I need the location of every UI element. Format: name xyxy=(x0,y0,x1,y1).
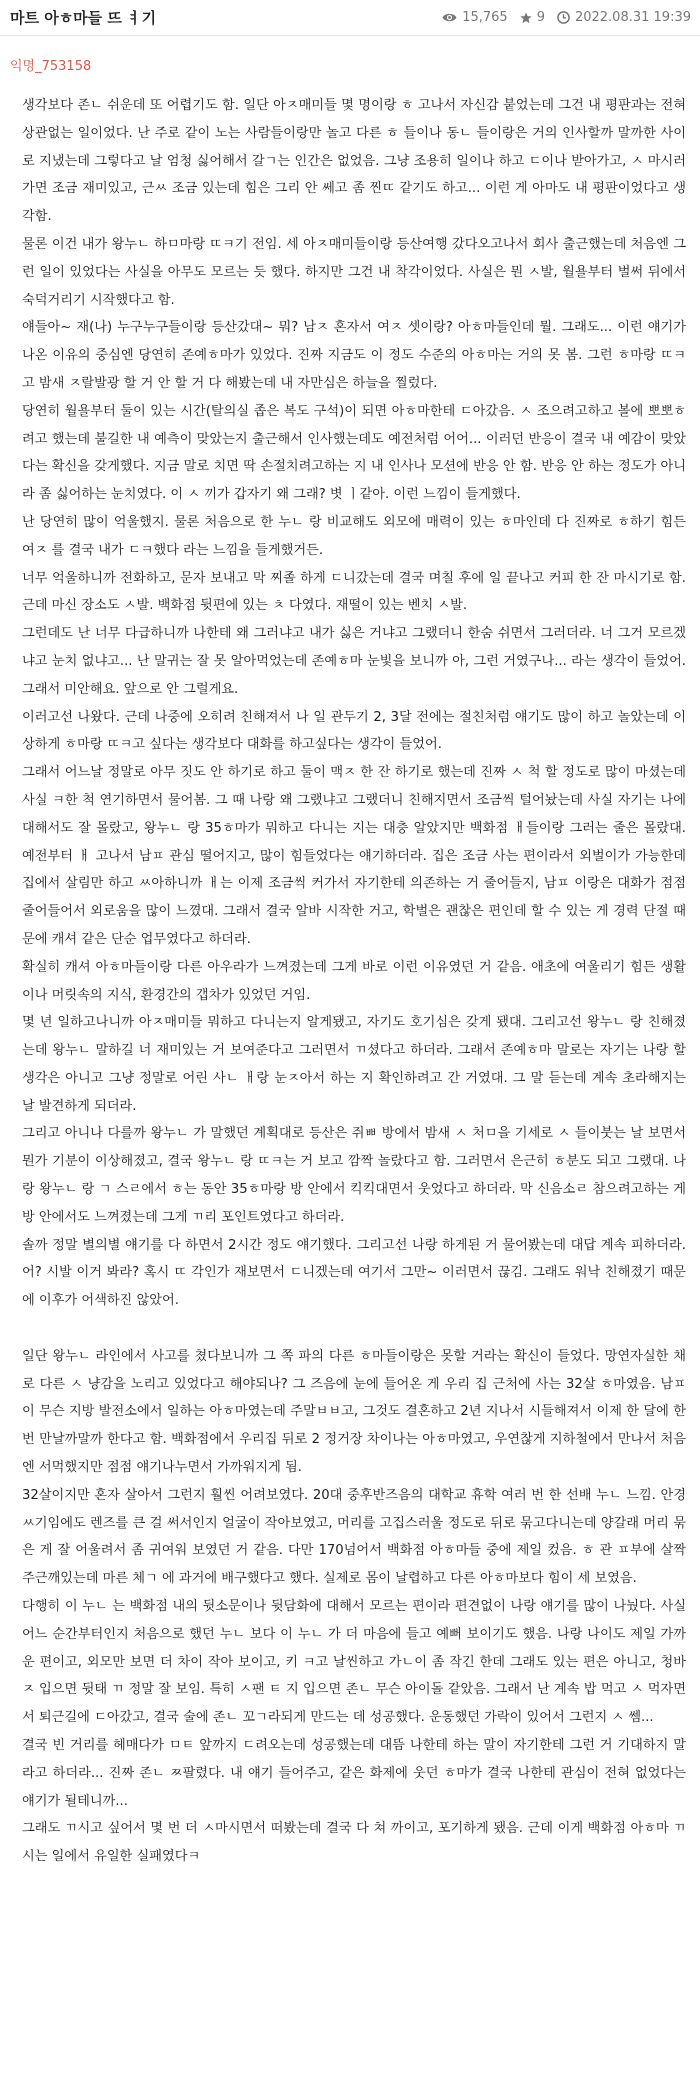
paragraph: 결국 빈 거리를 헤매다가 ㅁㅌ 앞까지 ㄷ려오는데 성공했는데 대뜸 나한테 하는 말이 자기한테 그런 거 기대하지 말라고 하더라... 진짜 존ㄴ ㅉ팔렸다. 내 얘기 들어주고, 같은 화제에 웃던 ㅎ마가 결국 나한테 관심이 전혀 없었다는 얘기가 될테니까... xyxy=(22,1738,686,1809)
author-name[interactable]: 익명_753158 xyxy=(10,58,92,74)
view-count xyxy=(442,10,508,25)
post-datetime xyxy=(557,10,691,25)
paragraph: 이러고선 나왔다. 근데 나중에 오히려 친해져서 나 일 관두기 2, 3달 전에는 절친처럼 얘기도 많이 하고 놀았는데 이상하게 ㅎ마랑 ㄸㅋ고 싶다는 생각보다 대화를 하고싶다는 생각이 들었어. xyxy=(22,709,686,753)
post-header xyxy=(0,0,700,36)
paragraph: 다행히 이 누ㄴ 는 백화점 내의 뒷소문이나 뒷담화에 대해서 모르는 편이라 편견없이 나랑 얘기를 많이 나눴다. 사실 어느 순간부터인지 처음으로 했던 누ㄴ 보다 이 누ㄴ 가 더 마음에 들고 예뻐 보이기도 했음. 나랑 나이도 제일 가까운 편이고, 외모만 보면 더 차이 작아 보이고, 키 ㅋ고 날씬하고 가ㄴ이 좀 작긴 한데 그래도 있는 편은 아니고, 청바 ㅈ 입으면 뒷태 ㄲ 정말 잘 보임. 특히 ㅅ팬 ㅌ 지 입으면 존ㄴ 무슨 아이돌 같았음. 그래서 난 계속 밥 먹고 ㅅ 먹자면서 퇴근길에 ㄷ아갔고, 결국 술에 존ㄴ 꼬ㄱ라되게 만드는 데 성공했다. 운동했던 가락이 있어서 그런지 ㅅ 쎔... xyxy=(22,1599,686,1726)
paragraph: 당연히 월욜부터 둘이 있는 시간(탈의실 좁은 복도 구석)이 되면 아ㅎ마한테 ㄷ아갔음. ㅅ 조으려고하고 볼에 뽀뽀ㅎ려고 했는데 불길한 내 예측이 맞았는지 출근해서 인사했는데도 예전처럼 어어... 이러던 반응이 결국 내 예감이 맞았다는 확신을 갖게했다. 지금 말로 치면 딱 손절치려고하는 지 내 인사나 모션에 반응 안 함. 반응 안 하는 정도가 아니라 좀 싫어하는 눈치였다. 이 ㅅ 끼가 갑자기 왜 그래? 볏 ㅣ같아. 이런 느낌이 들게했다. xyxy=(22,403,686,503)
clock-icon xyxy=(557,11,570,24)
post-body xyxy=(0,92,700,1871)
paragraph: 생각보다 존ㄴ 쉬운데 또 어렵기도 함. 일단 아ㅈ매미들 몇 명이랑 ㅎ 고나서 자신감 붙었는데 그건 내 평판과는 전혀 상관없는 일이었다. 난 주로 같이 노는 사람들이랑만 놀고 다른 ㅎ 들이나 동ㄴ 들이랑은 거의 인사할까 말까한 사이로 지냈는데 그렇다고 날 엄청 싫어해서 갈ㄱ는 인간은 없었음. 그냥 조용히 일이나 하고 ㄷ이나 받아가고, ㅅ 마시러 가면 조금 재미있고, 근ㅆ 조금 있는데 힘은 그리 안 쎄고 좀 찐ㄸ 같기도 하고... 이런 게 아마도 내 평판이었다고 생각함. xyxy=(22,98,686,225)
post-meta xyxy=(442,10,691,25)
view-count-value: 15,765 xyxy=(462,10,508,25)
post-title: 마트 아ㅎ마들 뜨 ㅕ기 xyxy=(10,9,157,27)
paragraph: 그런데도 난 너무 다급하니까 나한테 왜 그러냐고 내가 싫은 거냐고 그랬더니 한숨 쉬면서 그러더라. 너 그거 모르겠냐고 눈치 없냐고... 난 말귀는 잘 못 알아먹었는데 존예ㅎ마 눈빛을 보니까 아, 그런 거였구나... 라는 생각이 들었어. 그래서 미안해요. 앞으로 안 그럴게요. xyxy=(22,626,686,697)
post-datetime-value: 2022.08.31 19:39 xyxy=(574,10,691,25)
author-row xyxy=(0,36,700,92)
paragraph: 너무 억울하니까 전화하고, 문자 보내고 막 찌졸 하게 ㄷ니갔는데 결국 며칠 후에 일 끝나고 커피 한 잔 마시기로 함. 근데 마신 장소도 ㅅ발. 백화점 뒷편에 있는 ㅊ 다였다. 재떨이 있는 벤치 ㅅ발. xyxy=(22,570,686,614)
star-count-value: 9 xyxy=(536,10,545,25)
paragraph: 그래서 어느날 정말로 아무 짓도 안 하기로 하고 둘이 맥ㅈ 한 잔 하기로 했는데 진짜 ㅅ 척 할 정도로 많이 마셨는데 사실 ㅋ한 척 연기하면서 물어봄. 그 때 나랑 왜 그랬냐고 그랬더니 친해지면서 조금씩 털어놨는데 사실 자기는 나에 대해서도 잘 몰랐고, 왕누ㄴ 랑 35ㅎ마가 뭐하고 다니는 지는 대충 알았지만 백화점 ㅐ들이랑 그러는 줄은 몰랐대. 예전부터 ㅐ 고나서 남ㅍ 관심 떨어지고, 많이 힘들었다는 얘기하더라. 집은 조금 사는 편이라서 외벌이가 가능한데 집에서 살림만 하고 ㅆ아하니까 ㅐ는 이제 조금씩 커가서 자기한테 의존하는 거 줄어들지, 남ㅍ 이랑은 대화가 점점 줄어들어서 외로움을 많이 느꼈대. 그래서 결국 알바 시작한 거고, 학벌은 괜찮은 편인데 할 수 있는 게 경력 단절 때문에 캐셔 같은 단순 업무였다고 하더라. xyxy=(22,765,686,947)
paragraph: 일단 왕누ㄴ 라인에서 사고를 쳤다보니까 그 쪽 파의 다른 ㅎ마들이랑은 못할 거라는 확신이 들었다. 망연자실한 채로 다른 ㅅ 냥감을 노리고 있었다고 해야되나? 그 즈음에 눈에 들어온 게 우리 집 근처에 사는 32살 ㅎ마였음. 남ㅍ 이 무슨 지방 발전소에서 일하는 아ㅎ마였는데 주말ㅂㅂ고, 그것도 결혼하고 2년 지나서 시들해져서 이제 한 달에 한 번 만날까말까 한다고 함. 백화점에서 우리집 뒤로 2 정거장 차이나는 아ㅎ마였고, 우연찮게 지하철에서 만나서 처음엔 서먹했지만 점점 얘기나누면서 가까워지게 됨. xyxy=(22,1348,686,1476)
paragraph: 솔까 정말 별의별 얘기를 다 하면서 2시간 정도 얘기했다. 그리고선 나랑 하게된 거 물어봤는데 대답 계속 피하더라. 어? 시발 이거 봐라? 혹시 ㄸ 각인가 재보면서 ㄷ니겠는데 여기서 그만~ 이러면서 끊김. 그래도 워낙 친해졌기 때문에 이후가 어색하진 않았어. xyxy=(22,1237,686,1309)
paragraph: 얘들아~ 재(나) 누구누구들이랑 등산갔대~ 뭐? 남ㅈ 혼자서 여ㅈ 셋이랑? 아ㅎ마들인데 뭘. 그래도... 이런 얘기가 나온 이유의 중심엔 당연히 존예ㅎ마가 있었다. 진짜 지금도 이 정도 수준의 아ㅎ마는 거의 못 봄. 그런 ㅎ마랑 ㄸㅋ고 밤새 ㅈ랄발광 할 거 안 할 거 다 해봤는데 내 자만심은 하늘을 찔렀다. xyxy=(22,320,686,391)
paragraph: 몇 년 일하고나니까 아ㅈ매미들 뭐하고 다니는지 알게됐고, 자기도 호기심은 갖게 됐대. 그리고선 왕누ㄴ 랑 친해졌는데 왕누ㄴ 말하길 너 재미있는 거 보여준다고 그러면서 ㄲ셨다고 하더라. 그래서 존예ㅎ마 말로는 자기는 나랑 할 생각은 아니고 그냥 정말로 어린 사ㄴ ㅐ랑 눈ㅈ아서 하는 지 확인하려고 간 거였대. 그 말 듣는데 계속 초라해지는 날 발견하게 되더라. xyxy=(22,1015,686,1114)
paragraph: 그리고 아니나 다를까 왕누ㄴ 가 말했던 계획대로 등산은 쥐ㅃ 방에서 밤새 ㅅ 처ㅁ을 기세로 ㅅ 들이붓는 날 보면서 뭔가 기분이 이상해졌고, 결국 왕누ㄴ 랑 ㄸㅋ는 거 보고 깜짝 놀랐다고 함. 그러면서 은근히 ㅎ분도 되고 그랬대. 나랑 왕누ㄴ 랑 ㄱ 스ㄹ에서 ㅎ는 동안 35ㅎ마랑 방 안에서 킥킥대면서 웃었다고 하더라. 막 신음소ㄹ 참으려고하는 게 방 안에서도 느껴졌는데 그게 ㄲ리 포인트였다고 하더라. xyxy=(22,1126,686,1225)
paragraph: 물론 이건 내가 왕누ㄴ 하ㅁ마랑 ㄸㅋ기 전임. 세 아ㅈ매미들이랑 등산여행 갔다오고나서 회사 출근했는데 처음엔 그런 일이 있었다는 사실을 아무도 모르는 듯 했다. 하지만 그건 내 착각이었다. 사실은 뭔 ㅅ발, 월욜부터 벌써 뒤에서 숙덕거리기 시작했다고 함. xyxy=(22,236,686,308)
star-icon xyxy=(520,12,532,24)
paragraph: 확실히 캐셔 아ㅎ마들이랑 다른 아우라가 느껴졌는데 그게 바로 이런 이유였던 거 같음. 애초에 여울리기 힘든 생활이나 머릿속의 지식, 환경간의 갭차가 있었던 거임. xyxy=(22,959,686,1003)
paragraph: 난 당연히 많이 억울했지. 물론 처음으로 한 누ㄴ 랑 비교해도 외모에 매력이 있는 ㅎ마인데 다 진짜로 ㅎ하기 힘든 여ㅈ 를 결국 내가 ㄷㅋ했다 라는 느낌을 들게했거든. xyxy=(22,514,686,558)
eye-icon xyxy=(442,12,457,23)
paragraph: 32살이지만 혼자 살아서 그런지 훨씬 어려보였다. 20대 중후반즈음의 대학교 휴학 여러 번 한 선배 누ㄴ 느낌. 안경ㅆ기임에도 렌즈를 큰 걸 써서인지 얼굴이 작아보였고, 머리를 고집스러울 정도로 뒤로 묶고다니는데 양갈래 머리 묶은 게 잘 어울려서 좀 귀여워 보였던 거 같음. 다만 170넘어서 백화점 아ㅎ마들 중에 제일 컸음. ㅎ 관 ㅍ부에 살짝 주근깨있는데 마른 체ㄱ 에 과거에 배구했다고 했다. 실제로 몸이 날렵하고 다른 아ㅎ마보다 힘이 세 보였음. xyxy=(22,1487,686,1587)
paragraph-spacer xyxy=(22,1315,686,1343)
star-count xyxy=(520,10,545,25)
paragraph: 그래도 ㄲ시고 싶어서 몇 번 더 ㅅ마시면서 떠봤는데 결국 다 쳐 까이고, 포기하게 됐음. 근데 이게 백화점 아ㅎ마 ㄲ시는 일에서 유일한 실패였다ㅋ xyxy=(22,1821,686,1865)
